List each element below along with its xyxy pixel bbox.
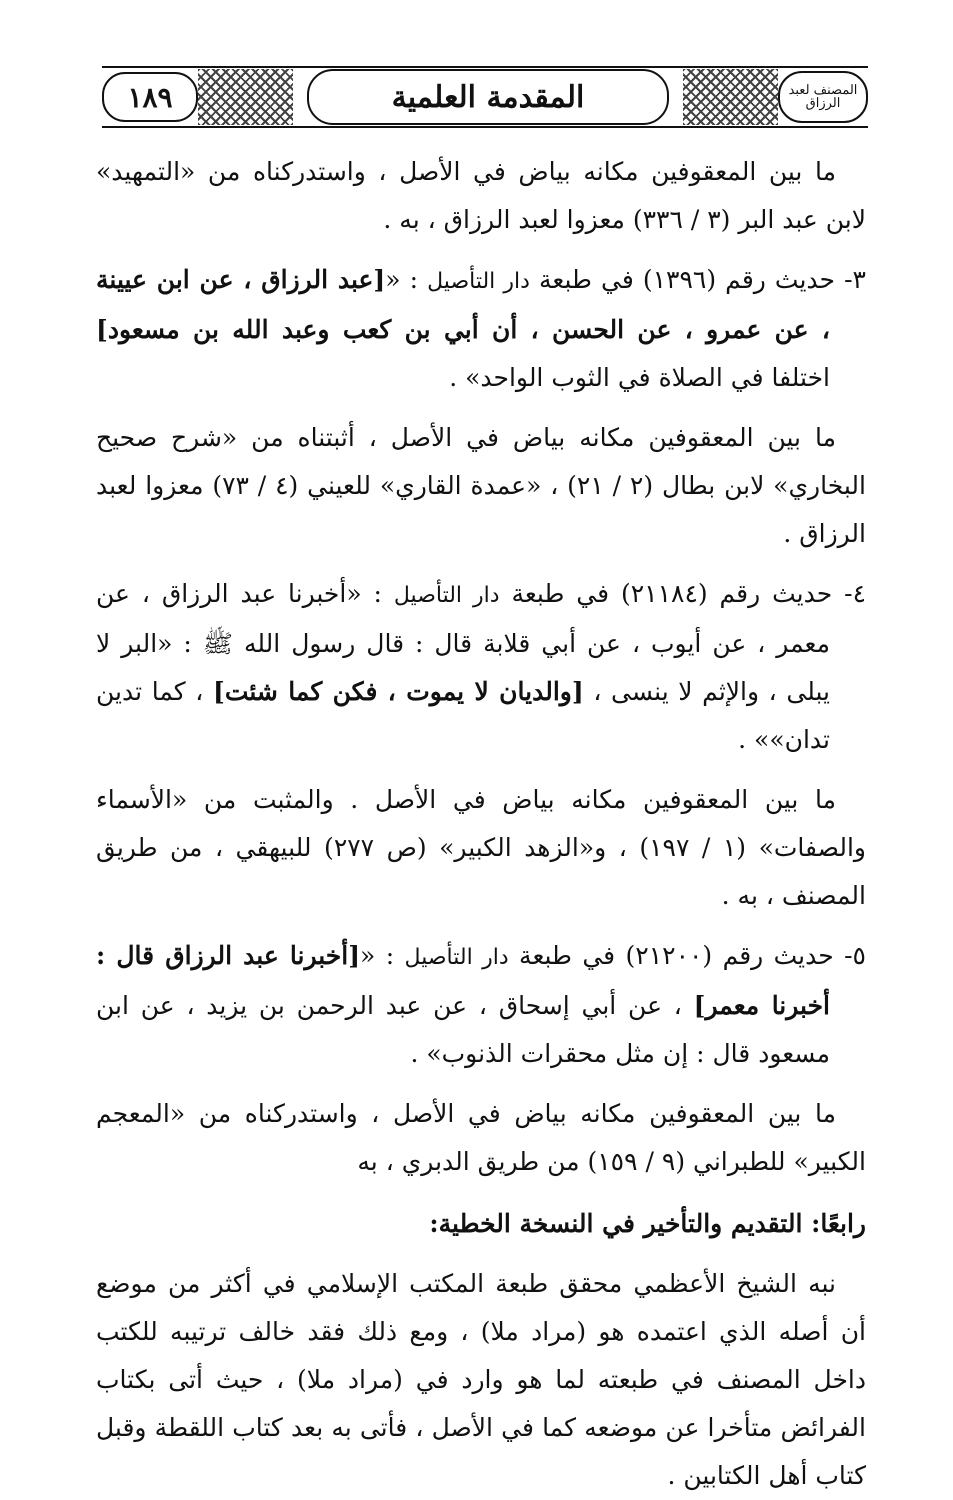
item-4-edition: دار التأصيل [393,583,500,608]
paragraph-7: ما بين المعقوفين مكانه بياض في الأصل ، واستدركناه من «المعجم الكبير» للطبراني (٩ / ١٥٩) من طريق الدبري ، به [96,1099,866,1176]
item-4-text-a: : «أخبرنا عبد الرزاق ، عن معمر ، عن أيوب ، عن أبي قلابة قال : قال رسول الله ﷺ : «البر لا يبلى ، والإثم لا ينسى ، [96,579,830,706]
paragraph-5: ما بين المعقوفين مكانه بياض في الأصل . والمثبت من «الأسماء والصفات» (١ / ١٩٧) ، و«الزهد الكبير» (ص ٢٧٧) للبيهقي ، من طريق المصنف ، به . [96,785,866,910]
item-3 [96,256,866,402]
page-title: المقدمة العلمية [391,79,585,115]
item-4 [96,570,866,764]
header-rule-top [102,66,868,68]
item-5-number: ٥- [844,941,866,970]
item-4-bracketed: [والديان لا يموت ، فكن كما شئت] [213,677,584,706]
item-4-number: ٤- [844,579,867,608]
item-5 [96,932,866,1078]
book-badge-text: المصنف لعبد الرزاق [788,83,858,111]
paragraph-8: نبه الشيخ الأعظمي محقق طبعة المكتب الإسلامي في أكثر من موضع أن أصله الذي اعتمده هو (مراد ملا) ، ومع ذلك فقد خالف ترتيبه للكتب داخل المصنف في طبعته لما هو وارد في (مراد ملا) ، حيث أتى بكتاب الفرائض متأخرا عن موضعه كما في الأصل ، فأتى به بعد كتاب اللقطة وقبل كتاب أهل الكتابين . [96,1269,866,1490]
item-5-bracketed: [أخبرنا عبد الرزاق قال : أخبرنا معمر] [96,941,831,1020]
section-heading: رابعًا: التقديم والتأخير في النسخة الخطية: [429,1209,866,1238]
item-5-edition: دار التأصيل [404,945,509,970]
ornament-right [683,69,778,125]
item-3-colon: : « [385,265,428,294]
header-rule-bottom [102,126,868,128]
paragraph-1: ما بين المعقوفين مكانه بياض في الأصل ، واستدركناه من «التمهيد» لابن عبد البر (٣ / ٣٣٦) معزوا لعبد الرزاق ، به . [96,157,866,234]
item-3-number: ٣- [844,265,866,294]
item-3-rest: اختلفا في الصلاة في الثوب الواحد» . [449,363,830,392]
page-header [102,62,868,132]
item-3-edition: دار التأصيل [427,269,530,294]
item-3-bracketed: [عبد الرزاق ، عن ابن عيينة ، عن عمرو ، عن الحسن ، أن أبي بن كعب وعبد الله بن مسعود] [96,265,830,344]
page-content [96,148,867,1490]
item-5-rest: ، عن أبي إسحاق ، عن عبد الرحمن بن يزيد ، عن ابن مسعود قال : إن مثل محقرات الذنوب» . [96,991,830,1068]
paragraph-3: ما بين المعقوفين مكانه بياض في الأصل ، أثبتناه من «شرح صحيح البخاري» لابن بطال (٢ / ٢١) ، «عمدة القاري» للعيني (٤ / ٧٣) معزوا لعبد الرزاق . [96,423,866,548]
item-5-colon: : « [360,941,405,970]
item-4-intro: حديث رقم (٢١١٨٤) في طبعة [511,579,833,608]
ornament-left [198,69,293,125]
header-title-box [307,69,669,125]
item-3-intro: حديث رقم (١٣٩٦) في طبعة [539,265,835,294]
book-badge [778,71,868,123]
page-number: ١٨٩ [127,80,173,114]
item-5-intro: حديث رقم (٢١٢٠٠) في طبعة [519,941,834,970]
item-4-text-b: ، كما تدين تدان»» . [96,677,830,754]
page-number-box [102,72,198,122]
